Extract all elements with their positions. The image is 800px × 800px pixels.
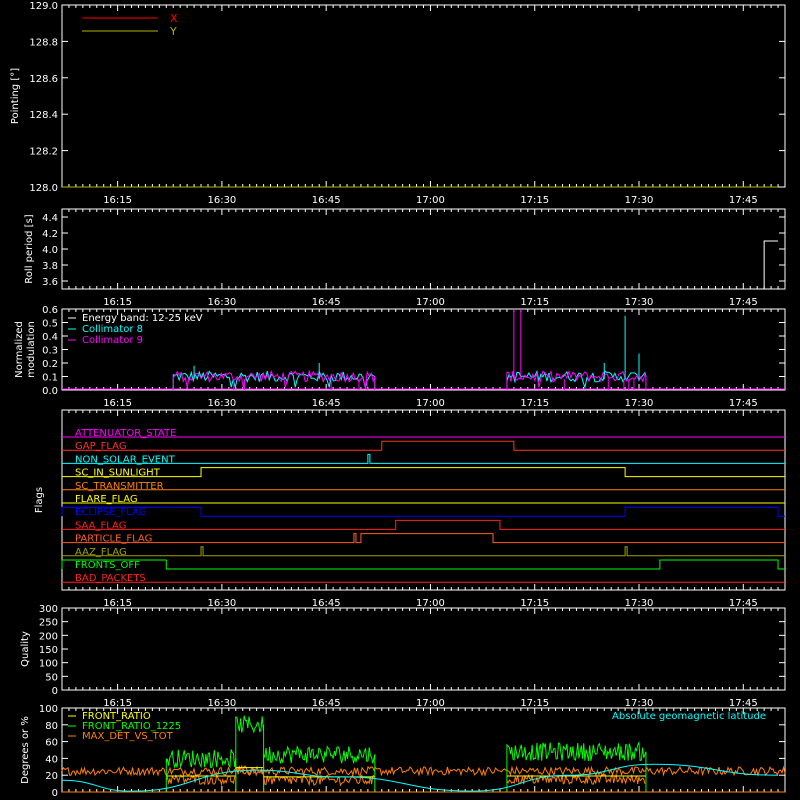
roll-ytick-label: 4.0: [42, 245, 58, 256]
modulation-xlabel: 16:15: [103, 398, 133, 409]
ratios-ylabel: Degrees or %: [20, 716, 31, 784]
roll-xlabel: 16:15: [103, 297, 133, 308]
flag-label-flare_flag: FLARE_FLAG: [75, 494, 138, 505]
flag-label-saa_flag: SAA_FLAG: [75, 520, 127, 532]
modulation-ytick-label: 0.3: [42, 345, 58, 357]
modulation-xlabel: 16:45: [311, 398, 341, 409]
quality-xlabel: 17:30: [624, 698, 654, 709]
flag-trace-sc_in_sunlight: [62, 468, 785, 477]
modulation-xlabel: 17:00: [416, 398, 445, 409]
pointing-ytick-label: 128.8: [29, 37, 58, 49]
flags-xlabel: 16:15: [103, 598, 133, 609]
roll-frame: [62, 209, 785, 289]
flag-label-gap_flag: GAP_FLAG: [75, 441, 127, 453]
flag-label-particle_flag: PARTICLE_FLAG: [75, 533, 153, 545]
flag-trace-eclipse_flag: [62, 507, 785, 519]
flag-label-aaz_flag: AAZ_FLAG: [75, 546, 127, 558]
roll-ytick-label: 3.8: [42, 261, 58, 272]
roll-ytick-label: 3.6: [42, 277, 58, 288]
modulation-ylabel-1: Normalized: [14, 321, 25, 378]
pointing-legend-Y: Y: [170, 25, 177, 38]
pointing-ylabel: Pointing [°]: [10, 67, 21, 125]
pointing-xlabel: 17:45: [728, 195, 758, 206]
modulation-legend-item: Collimator 8: [82, 324, 143, 335]
flag-trace-gap_flag: [62, 441, 785, 453]
modulation-ytick-label: 0.6: [42, 305, 58, 316]
flag-trace-aaz_flag: [62, 547, 785, 556]
flag-label-sc_in_sunlight: SC_IN_SUNLIGHT: [75, 467, 160, 479]
modulation-ytick-label: 0.1: [42, 372, 58, 384]
flags-xlabel: 17:00: [416, 598, 445, 609]
roll-ylabel: Roll period [s]: [24, 214, 35, 284]
roll-xlabel: 17:45: [728, 297, 758, 308]
pointing-xlabel: 16:45: [311, 195, 341, 206]
quality-frame: [62, 608, 785, 690]
roll-xlabel: 16:45: [311, 297, 341, 308]
ratios-ytick-label: 0: [51, 788, 58, 799]
modulation-ytick-label: 0.4: [42, 332, 58, 343]
roll-xlabel: 17:30: [624, 297, 654, 308]
quality-xlabel: 17:00: [416, 698, 445, 709]
flag-label-attenuator_state: ATTENUATOR_STATE: [75, 428, 177, 439]
quality-ytick-label: 200: [38, 631, 58, 643]
flag-trace-saa_flag: [62, 520, 785, 532]
flags-xlabel: 17:30: [624, 598, 654, 609]
roll-xlabel: 17:00: [416, 297, 445, 308]
ratios-front-ratio-1225: [236, 716, 264, 792]
flags-xlabel: 17:45: [728, 598, 758, 609]
flag-label-bad_packets: BAD_PACKETS: [75, 573, 146, 585]
modulation-legend-item: Collimator 9: [82, 335, 143, 346]
quality-ytick-label: 0: [51, 686, 58, 697]
pointing-xlabel: 17:15: [520, 195, 550, 206]
roll-ytick-label: 4.4: [42, 213, 58, 224]
flags-xlabel: 17:15: [520, 598, 550, 609]
modulation-legend-item: Energy band: 12-25 keV: [82, 313, 203, 324]
roll-xlabel: 16:30: [207, 297, 237, 308]
roll-ytick-label: 4.2: [42, 229, 58, 240]
pointing-xlabel: 17:00: [416, 195, 445, 206]
ratios-legend-item: FRONT_RATIO: [82, 711, 151, 722]
ratios-ytick-label: 20: [45, 771, 58, 783]
modulation-xlabel: 17:15: [520, 398, 550, 409]
flag-label-sc_transmitter: SC_TRANSMITTER: [75, 480, 164, 492]
flag-trace-fronts_off: [62, 560, 785, 569]
pointing-ytick-label: 128.4: [29, 110, 58, 122]
ratios-ytick-label: 100: [38, 704, 58, 715]
quality-ylabel: Quality: [20, 631, 31, 667]
flag-label-non_solar_event: NON_SOLAR_EVENT: [75, 454, 175, 466]
ratios-annotation: Absolute geomagnetic latitude: [612, 711, 766, 722]
ratios-legend-item: MAX_DET_VS_TOT: [82, 731, 173, 742]
flag-trace-particle_flag: [62, 534, 785, 543]
ratios-ytick-label: 60: [45, 737, 58, 749]
pointing-ytick-label: 128.2: [29, 146, 58, 158]
pointing-legend-X: X: [170, 12, 178, 25]
quality-ytick-label: 300: [38, 604, 58, 615]
quality-xlabel: 16:45: [311, 698, 341, 709]
flag-label-eclipse_flag: ECLIPSE_FLAG: [75, 507, 147, 519]
pointing-ytick-label: 129.0: [29, 1, 58, 12]
quality-xlabel: 16:30: [207, 698, 237, 709]
modulation-ytick-label: 0.0: [42, 386, 58, 397]
pointing-xlabel: 16:30: [207, 195, 237, 206]
ratios-ytick-label: 40: [45, 754, 58, 766]
ratios-ytick-label: 80: [45, 720, 58, 732]
quality-ytick-label: 100: [38, 658, 58, 670]
ratios-front-ratio-1225: [507, 743, 646, 792]
flag-label-fronts_off: FRONTS_OFF: [75, 560, 140, 571]
flags-ylabel: Flags: [34, 486, 45, 514]
ratios-legend-item: FRONT_RATIO_1225: [82, 721, 182, 732]
quality-ytick-label: 50: [45, 672, 58, 684]
pointing-ytick-label: 128.6: [29, 73, 58, 85]
modulation-ylabel-2: modulation: [26, 321, 37, 378]
modulation-xlabel: 16:30: [207, 398, 237, 409]
modulation-xlabel: 17:30: [624, 398, 654, 409]
quality-xlabel: 17:15: [520, 698, 550, 709]
roll-series: [764, 241, 778, 289]
pointing-ytick-label: 128.0: [29, 183, 58, 194]
modulation-xlabel: 17:45: [728, 398, 758, 409]
quality-ytick-label: 150: [38, 645, 58, 656]
ratios-max-det-vs-tot: [62, 767, 785, 775]
flags-xlabel: 16:30: [207, 598, 237, 609]
modulation-ytick-label: 0.2: [42, 359, 58, 370]
roll-xlabel: 17:15: [520, 297, 550, 308]
flags-xlabel: 16:45: [311, 598, 341, 609]
pointing-xlabel: 16:15: [103, 195, 133, 206]
pointing-xlabel: 17:30: [624, 195, 654, 206]
modulation-ytick-label: 0.5: [42, 318, 58, 330]
quality-ytick-label: 250: [38, 617, 58, 629]
quality-xlabel: 17:45: [728, 698, 758, 709]
quality-xlabel: 16:15: [103, 698, 133, 709]
